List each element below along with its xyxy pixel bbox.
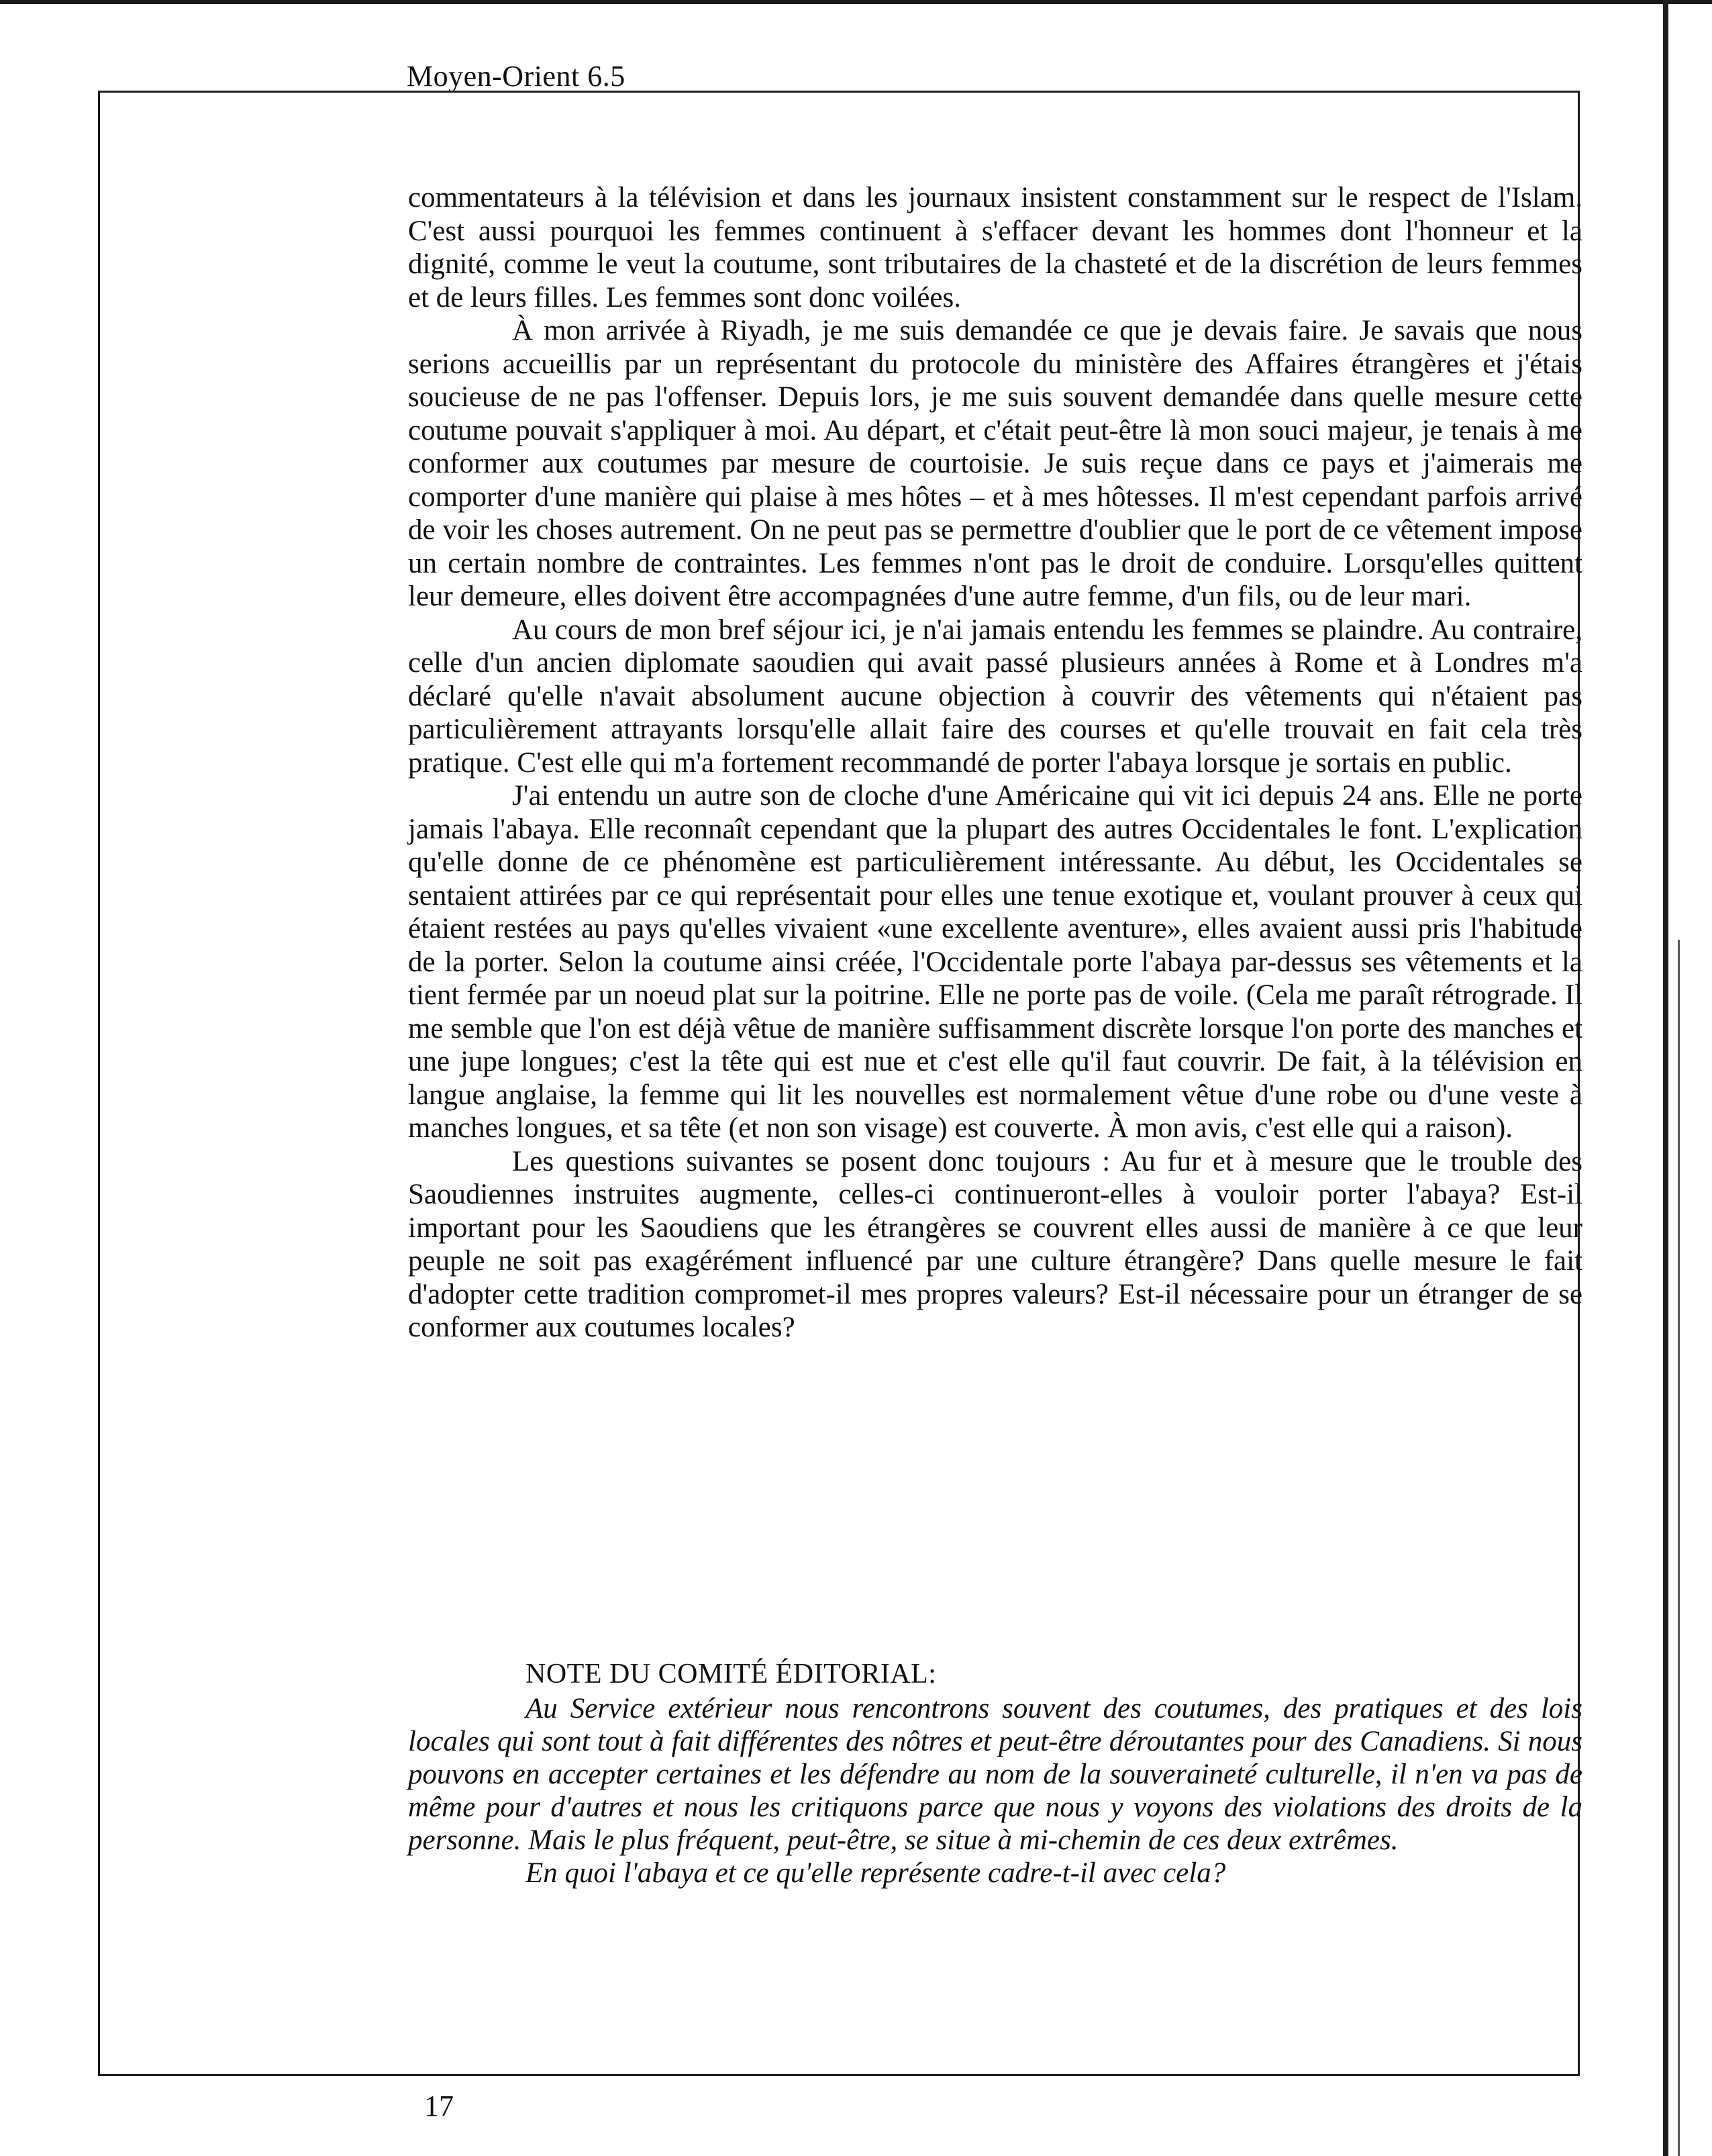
paragraph: Au cours de mon bref séjour ici, je n'ai jamais entendu les femmes se plaindre. Au contraire, celle d'un ancien diplomate saoudien qui avait passé plusieurs années à Rome et à Londres m'a déclaré qu'elle n'avait absolument aucune objection à couvrir des vêtements qui n'étaient pas particulièrement attrayants lorsqu'elle allait faire des courses et qu'elle trouvait en fait cela très pratique. C'est elle qui m'a fortement recommandé de porter l'abaya lorsque je sortais en public. bbox=[408, 614, 1582, 779]
paragraph: À mon arrivée à Riyadh, je me suis demandée ce que je devais faire. Je savais que nous serions accueillis par un représentant du protocole du ministère des Affaires étrangères et j'étais soucieuse de ne pas l'offenser. Depuis lors, je me suis souvent demandée dans quelle mesure cette coutume pouvait s'appliquer à moi. Au départ, et c'était peut-être là mon souci majeur, je tenais à me conformer aux coutumes par mesure de courtoisie. Je suis reçue dans ce pays et j'aimerais me comporter d'une manière qui plaise à mes hôtes – et à mes hôtesses. Il m'est cependant parfois arrivé de voir les choses autrement. On ne peut pas se permettre d'oublier que le port de ce vêtement impose un certain nombre de contraintes. Les femmes n'ont pas le droit de conduire. Lorsqu'elles quittent leur demeure, elles doivent être accompagnées d'une autre femme, d'un fils, ou de leur mari. bbox=[408, 315, 1582, 612]
paragraph: J'ai entendu un autre son de cloche d'une Américaine qui vit ici depuis 24 ans. Elle ne porte jamais l'abaya. Elle reconnaît cependant que la plupart des autres Occidentales le font. L'explication qu'elle donne de ce phénomène est particulièrement intéressante. Au début, les Occidentales se sentaient attirées par ce qui représentait pour elles une tenue exotique et, voulant prouver à ceux qui étaient restées au pays qu'elles vivaient «une excellente aventure», elles avaient aussi pris l'habitude de la porter. Selon la coutume ainsi créée, l'Occidentale porte l'abaya par-dessus ses vêtements et la tient fermée par un noeud plat sur la poitrine. Elle ne porte pas de voile. (Cela me paraît rétrograde. Il me semble que l'on est déjà vêtue de manière suffisamment discrète lorsque l'on porte des manches et une jupe longues; c'est la tête qui est nue et c'est elle qu'il faut couvrir. De fait, à la télévision en langue anglaise, la femme qui lit les nouvelles est normalement vêtue d'une robe ou d'une veste à manches longues, et sa tête (et non son visage) est couverte. À mon avis, c'est elle qui a raison). bbox=[408, 780, 1582, 1144]
scan-top-edge bbox=[0, 0, 1712, 4]
editorial-note bbox=[408, 1658, 1582, 1890]
page-number: 17 bbox=[424, 2090, 454, 2122]
paragraph: commentateurs à la télévision et dans les journaux insistent constamment sur le respect de l'Islam. C'est aussi pourquoi les femmes continuent à s'effacer devant les hommes dont l'honneur et la dignité, comme le veut la coutume, sont tributaires de la chasteté et de la discrétion de leurs femmes et de leurs filles. Les femmes sont donc voilées. bbox=[408, 182, 1582, 313]
editorial-note-paragraph: Au Service extérieur nous rencontrons souvent des coutumes, des pratiques et des lois locales qui sont tout à fait différentes des nôtres et peut-être déroutantes pour des Canadiens. Si nous pouvons en accepter certaines et les défendre au nom de la souveraineté culturelle, il n'en va pas de même pour d'autres et nous les critiquons parce que nous y voyons des violations des droits de la personne. Mais le plus fréquent, peut-être, se situe à mi-chemin de ces deux extrêmes. bbox=[408, 1693, 1582, 1856]
paragraph: Les questions suivantes se posent donc toujours : Au fur et à mesure que le trouble des Saoudiennes instruites augmente, celles-ci continueront-elles à vouloir porter l'abaya? Est-il important pour les Saoudiens que les étrangères se couvrent elles aussi de manière à ce que leur peuple ne soit pas exagérément influencé par une culture étrangère? Dans quelle mesure le fait d'adopter cette tradition compromet-il mes propres valeurs? Est-il nécessaire pour un étranger de se conformer aux coutumes locales? bbox=[408, 1145, 1582, 1343]
scan-binding-edge bbox=[1663, 0, 1668, 2156]
editorial-note-heading: NOTE DU COMITÉ ÉDITORIAL: bbox=[525, 1659, 937, 1689]
article-body bbox=[408, 181, 1582, 1344]
page-header: Moyen-Orient 6.5 bbox=[407, 60, 625, 93]
scan-binding-edge-inner bbox=[1678, 940, 1680, 2156]
editorial-note-paragraph: En quoi l'abaya et ce qu'elle représente cadre-t-il avec cela? bbox=[525, 1857, 1226, 1889]
